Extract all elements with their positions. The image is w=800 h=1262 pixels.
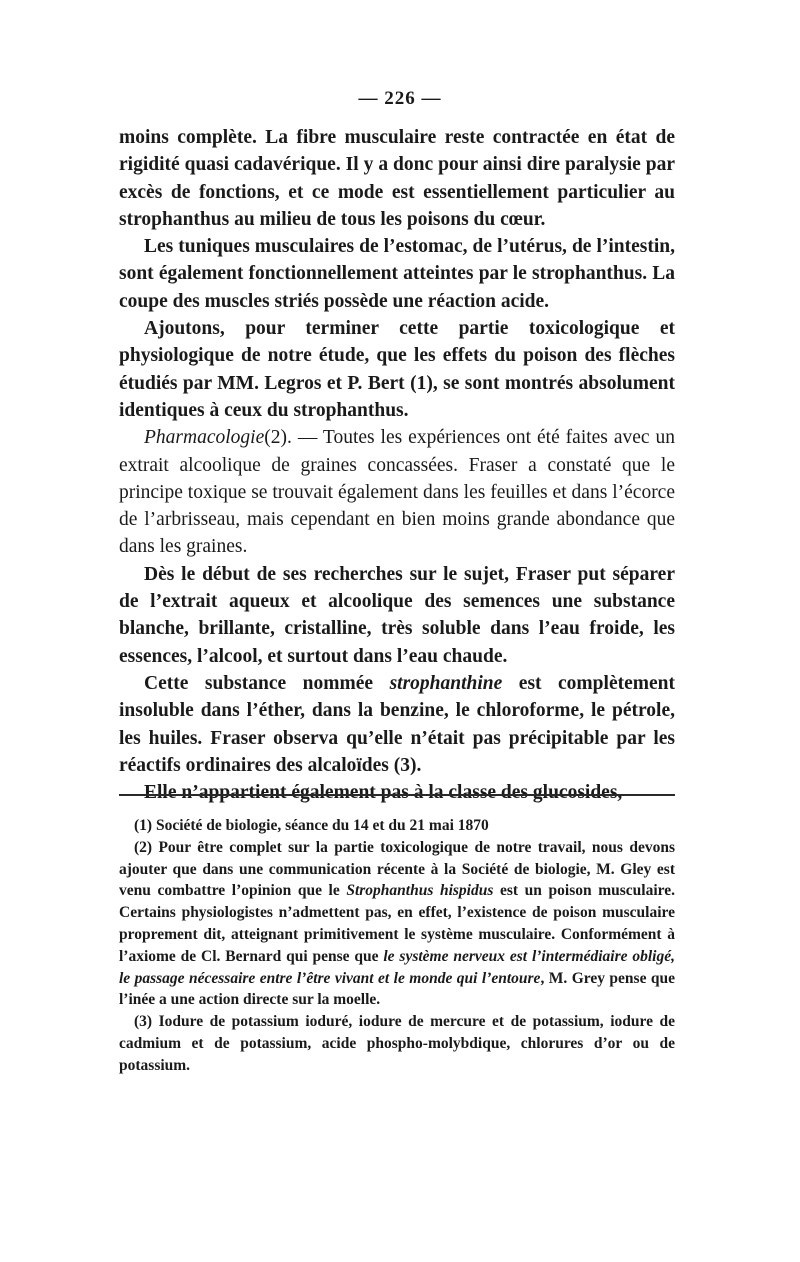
footnote-2-text-before: (2) Pour être complet sur la partie toxicologique de notre travail, nous devons ajouter que dans une communication récente à la Société de biologie, M. Gley est venu combattre l’opinion que le bbox=[119, 838, 675, 900]
paragraph-pharmacologie bbox=[119, 424, 675, 560]
strophanthine-text-after: est complètement insoluble dans l’éther, dans la benzine, le chloroforme, le pétrole, les huiles. Fraser observa qu’elle n’était pas précipitable par les réactifs ordinaires des alcaloïdes (3). bbox=[119, 672, 675, 776]
footnote-divider bbox=[119, 794, 675, 796]
section-heading-pharmacologie: Pharmacologie bbox=[144, 427, 265, 449]
paragraph-continued: moins complète. La fibre musculaire reste contractée en état de rigidité quasi cadavérique. Il y a donc pour ainsi dire paralysie par excès de fonctions, et ce mode est essentiellement particulier au strophanthus au milieu de tous les poisons du cœur. bbox=[119, 127, 675, 230]
footnote-2 bbox=[119, 837, 675, 1011]
paragraph-glucosides: Elle n’appartient également pas à la classe des glucosides, bbox=[144, 782, 623, 804]
term-strophanthine: strophanthine bbox=[389, 672, 503, 694]
footnote-2-text-middle: est un poison musculaire. Certains physiologistes n’admettent pas, en effet, l’existence de poison musculaire proprement dit, atteignant primitivement le système musculaire. Conformément à l’axiome de Cl. Bernard qui pense que bbox=[119, 882, 675, 965]
main-text bbox=[119, 124, 675, 806]
paragraph-strophanthine bbox=[119, 670, 675, 779]
footnote-2-species: Strophanthus hispidus bbox=[346, 882, 494, 900]
footnotes bbox=[119, 815, 675, 1077]
paragraph-ajoutons: Ajoutons, pour terminer cette partie toxicologique et physiologique de notre étude, que les effets du poison des flèches étudiés par MM. Legros et P. Bert (1), se sont montrés absolument identiques à ceux du strophanthus. bbox=[119, 318, 675, 421]
paragraph-debut: Dès le début de ses recherches sur le sujet, Fraser put séparer de l’extrait aqueux et alcoolique des semences une substance blanche, brillante, cristalline, très soluble dans l’eau froide, les essences, l’alcool, et surtout dans l’eau chaude. bbox=[119, 563, 675, 667]
footnote-ref-2: (2). bbox=[264, 427, 292, 449]
footnote-3: (3) Iodure de potassium ioduré, iodure de mercure et de potassium, iodure de cadmium et de potassium, acide phospho-molybdique, chlorures d’or ou de potassium. bbox=[119, 1013, 675, 1074]
footnote-2-axiom: le système nerveux est l’intermédiaire obligé, le passage nécessaire entre l’être vivant et le monde qui l’entoure bbox=[119, 947, 675, 987]
pharmacologie-text: — Toutes les expériences ont été faites avec un extrait alcoolique de graines concassées. Fraser a constaté que le principe toxique se trouvait également dans les feuilles et dans l’écorce de l’arbrisseau, mais cependant en bien moins grande abondance que dans les graines. bbox=[119, 427, 676, 558]
footnote-1: (1) Société de biologie, séance du 14 et du 21 mai 1870 bbox=[134, 817, 489, 834]
page-number: — 226 — bbox=[358, 88, 442, 109]
paragraph-tuniques: Les tuniques musculaires de l’estomac, de l’utérus, de l’intestin, sont également fonctionnellement atteintes par le strophanthus. La coupe des muscles striés possède une réaction acide. bbox=[119, 236, 675, 312]
footnote-2-text-after: , M. Grey pense que l’inée a une action directe sur la moelle. bbox=[119, 969, 676, 1009]
strophanthine-text-before: Cette substance nommée bbox=[144, 672, 390, 694]
